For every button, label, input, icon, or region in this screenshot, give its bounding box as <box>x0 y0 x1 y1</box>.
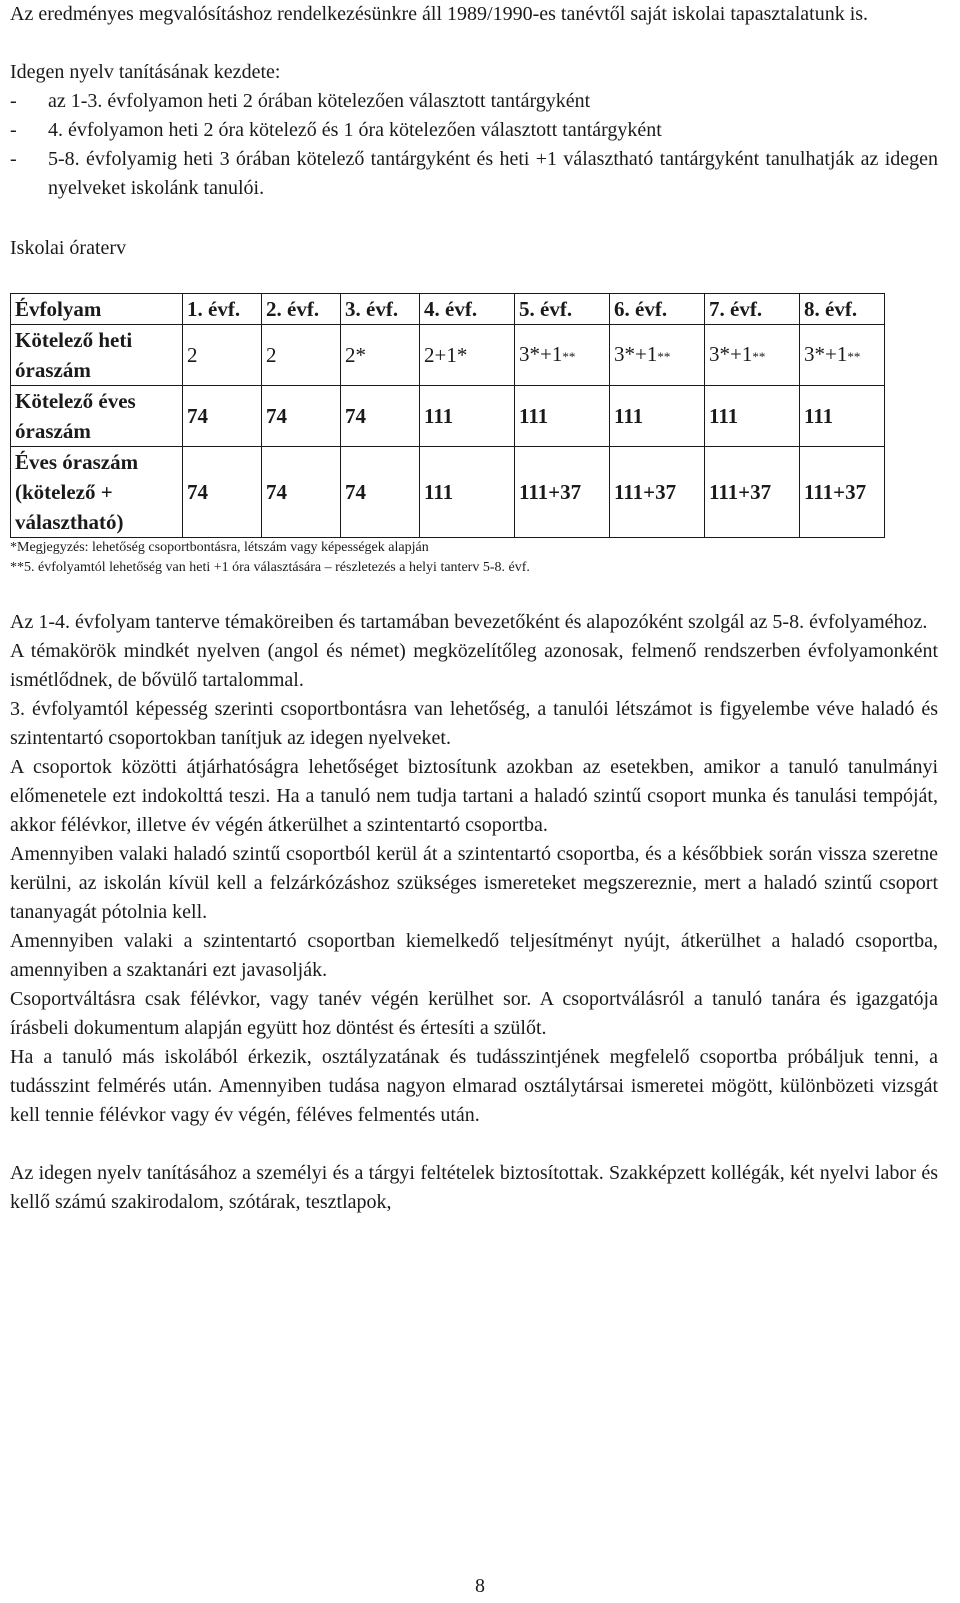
body-paragraph: Ha a tanuló más iskolából érkezik, osztályzatának és tudásszintjének megfelelő csoportba próbáljuk tenni, a tudásszint felmérés után. Amennyiben tudása nagyon elmarad osztálytársai ismeretei mögött, különbözeti vizsgát kell tennie félévkor vagy év végén, féléves felmentés után. <box>10 1046 938 1126</box>
bullet-mark: - <box>10 148 17 170</box>
table-cell: 74 <box>183 386 262 447</box>
document-page <box>10 0 938 1217</box>
table-cell: 74 <box>262 386 341 447</box>
table-cell: 111 <box>705 386 800 447</box>
table-header-cell: 4. évf. <box>420 294 515 325</box>
table-cell: 3*+1** <box>705 325 800 386</box>
table-cell: 111 <box>420 386 515 447</box>
table-cell: 111+37 <box>800 447 885 538</box>
row-label: Kötelező heti óraszám <box>11 325 183 386</box>
table-note: *Megjegyzés: lehetőség csoportbontásra, létszám vagy képességek alapján <box>10 540 429 555</box>
table-cell: 74 <box>183 447 262 538</box>
bullet-item <box>10 87 938 116</box>
table-header-cell: 5. évf. <box>515 294 610 325</box>
bullet-text: 4. évfolyamon heti 2 óra kötelező és 1 óra kötelezően választott tantárgyként <box>48 119 662 141</box>
table-row <box>11 447 885 538</box>
language-start-label: Idegen nyelv tanításának kezdete: <box>10 61 281 83</box>
table-header-cell: Évfolyam <box>11 294 183 325</box>
body-paragraph: A témakörök mindkét nyelven (angol és német) megközelítőleg azonosak, felmenő rendszerben évfolyamonként ismétlődnek, de bővülő tartalommal. <box>10 640 938 691</box>
intro-paragraph: Az eredményes megvalósításhoz rendelkezésünkre áll 1989/1990-es tanévtől saját iskolai tapasztalatunk is. <box>10 3 869 25</box>
table-header-cell: 3. évf. <box>341 294 420 325</box>
table-cell: 3*+1** <box>515 325 610 386</box>
footnote-marker: ** <box>752 348 766 364</box>
table-cell: 111 <box>610 386 705 447</box>
table-header-cell: 1. évf. <box>183 294 262 325</box>
table-cell: 74 <box>262 447 341 538</box>
table-cell: 111+37 <box>705 447 800 538</box>
body-paragraph: Amennyiben valaki a szintentartó csoportban kiemelkedő teljesítményt nyújt, átkerülhet a haladó csoportba, amennyiben a szaktanári ezt javasolják. <box>10 930 938 981</box>
table-cell: 111 <box>800 386 885 447</box>
table-cell: 111+37 <box>515 447 610 538</box>
table-cell: 2 <box>183 325 262 386</box>
table-cell: 2* <box>341 325 420 386</box>
table-cell: 3*+1** <box>800 325 885 386</box>
table-header-row <box>11 294 885 325</box>
bullet-mark: - <box>10 90 17 112</box>
table-cell: 2+1* <box>420 325 515 386</box>
table-header-cell: 2. évf. <box>262 294 341 325</box>
table-header-cell: 8. évf. <box>800 294 885 325</box>
table-header-cell: 7. évf. <box>705 294 800 325</box>
table-cell: 111 <box>515 386 610 447</box>
section-heading: Iskolai óraterv <box>10 237 127 259</box>
bullet-item <box>10 116 938 145</box>
bullet-text: az 1-3. évfolyamon heti 2 órában kötelezően választott tantárgyként <box>48 90 591 112</box>
row-label: Éves óraszám (kötelező + választható) <box>11 447 183 538</box>
bullet-text: 5-8. évfolyamig heti 3 órában kötelező tantárgyként és heti +1 választható tantárgyként tanulhatják az idegen nyelveket iskolánk tanulói. <box>48 148 938 199</box>
table-cell: 111+37 <box>610 447 705 538</box>
table-cell: 74 <box>341 386 420 447</box>
footnote-marker: ** <box>657 348 671 364</box>
timetable <box>10 293 885 538</box>
bullet-mark: - <box>10 119 17 141</box>
table-cell: 3*+1** <box>610 325 705 386</box>
table-cell: 74 <box>341 447 420 538</box>
body-paragraph: Amennyiben valaki haladó szintű csoportból kerül át a szintentartó csoportba, és a későbbiek során vissza szeretne kerülni, az iskolán kívül kell a felzárkózáshoz szükséges ismereteket megszereznie, mert a haladó szintű csoport tananyagát pótolnia kell. <box>10 843 938 923</box>
bullet-item <box>10 145 938 203</box>
row-label: Kötelező éves óraszám <box>11 386 183 447</box>
body-paragraph: 3. évfolyamtól képesség szerinti csoportbontásra van lehetőség, a tanulói létszámot is figyelembe véve haladó és szintentartó csoportokban tanítjuk az idegen nyelveket. <box>10 698 938 749</box>
body-paragraph: Az 1-4. évfolyam tanterve témaköreiben és tartamában bevezetőként és alapozóként szolgál az 5-8. évfolyaméhoz. <box>10 611 928 633</box>
footnote-marker: ** <box>847 348 861 364</box>
table-row <box>11 386 885 447</box>
table-row <box>11 325 885 386</box>
table-cell: 111 <box>420 447 515 538</box>
body-paragraph: A csoportok közötti átjárhatóságra lehetőséget biztosítunk azokban az esetekben, amikor a tanuló tanulmányi előmenetele ezt indokolttá teszi. Ha a tanuló nem tudja tartani a haladó szintű csoport munka és tanulási tempóját, akkor félévkor, illetve év végén átkerülhet a szintentartó csoportba. <box>10 756 938 836</box>
body-paragraph: Csoportváltásra csak félévkor, vagy tanév végén kerülhet sor. A csoportválásról a tanuló tanára és igazgatója írásbeli dokumentum alapján együtt hoz döntést és értesíti a szülőt. <box>10 988 938 1039</box>
table-note: **5. évfolyamtól lehetőség van heti +1 óra választására – részletezés a helyi tanterv 5-8. évf. <box>10 560 530 575</box>
body-paragraph: Az idegen nyelv tanításához a személyi és a tárgyi feltételek biztosítottak. Szakképzett kollégák, két nyelvi labor és kellő számú szakirodalom, szótárak, tesztlapok, <box>10 1162 938 1213</box>
table-header-cell: 6. évf. <box>610 294 705 325</box>
footnote-marker: ** <box>562 348 576 364</box>
table-cell: 2 <box>262 325 341 386</box>
page-number: 8 <box>475 1575 485 1597</box>
